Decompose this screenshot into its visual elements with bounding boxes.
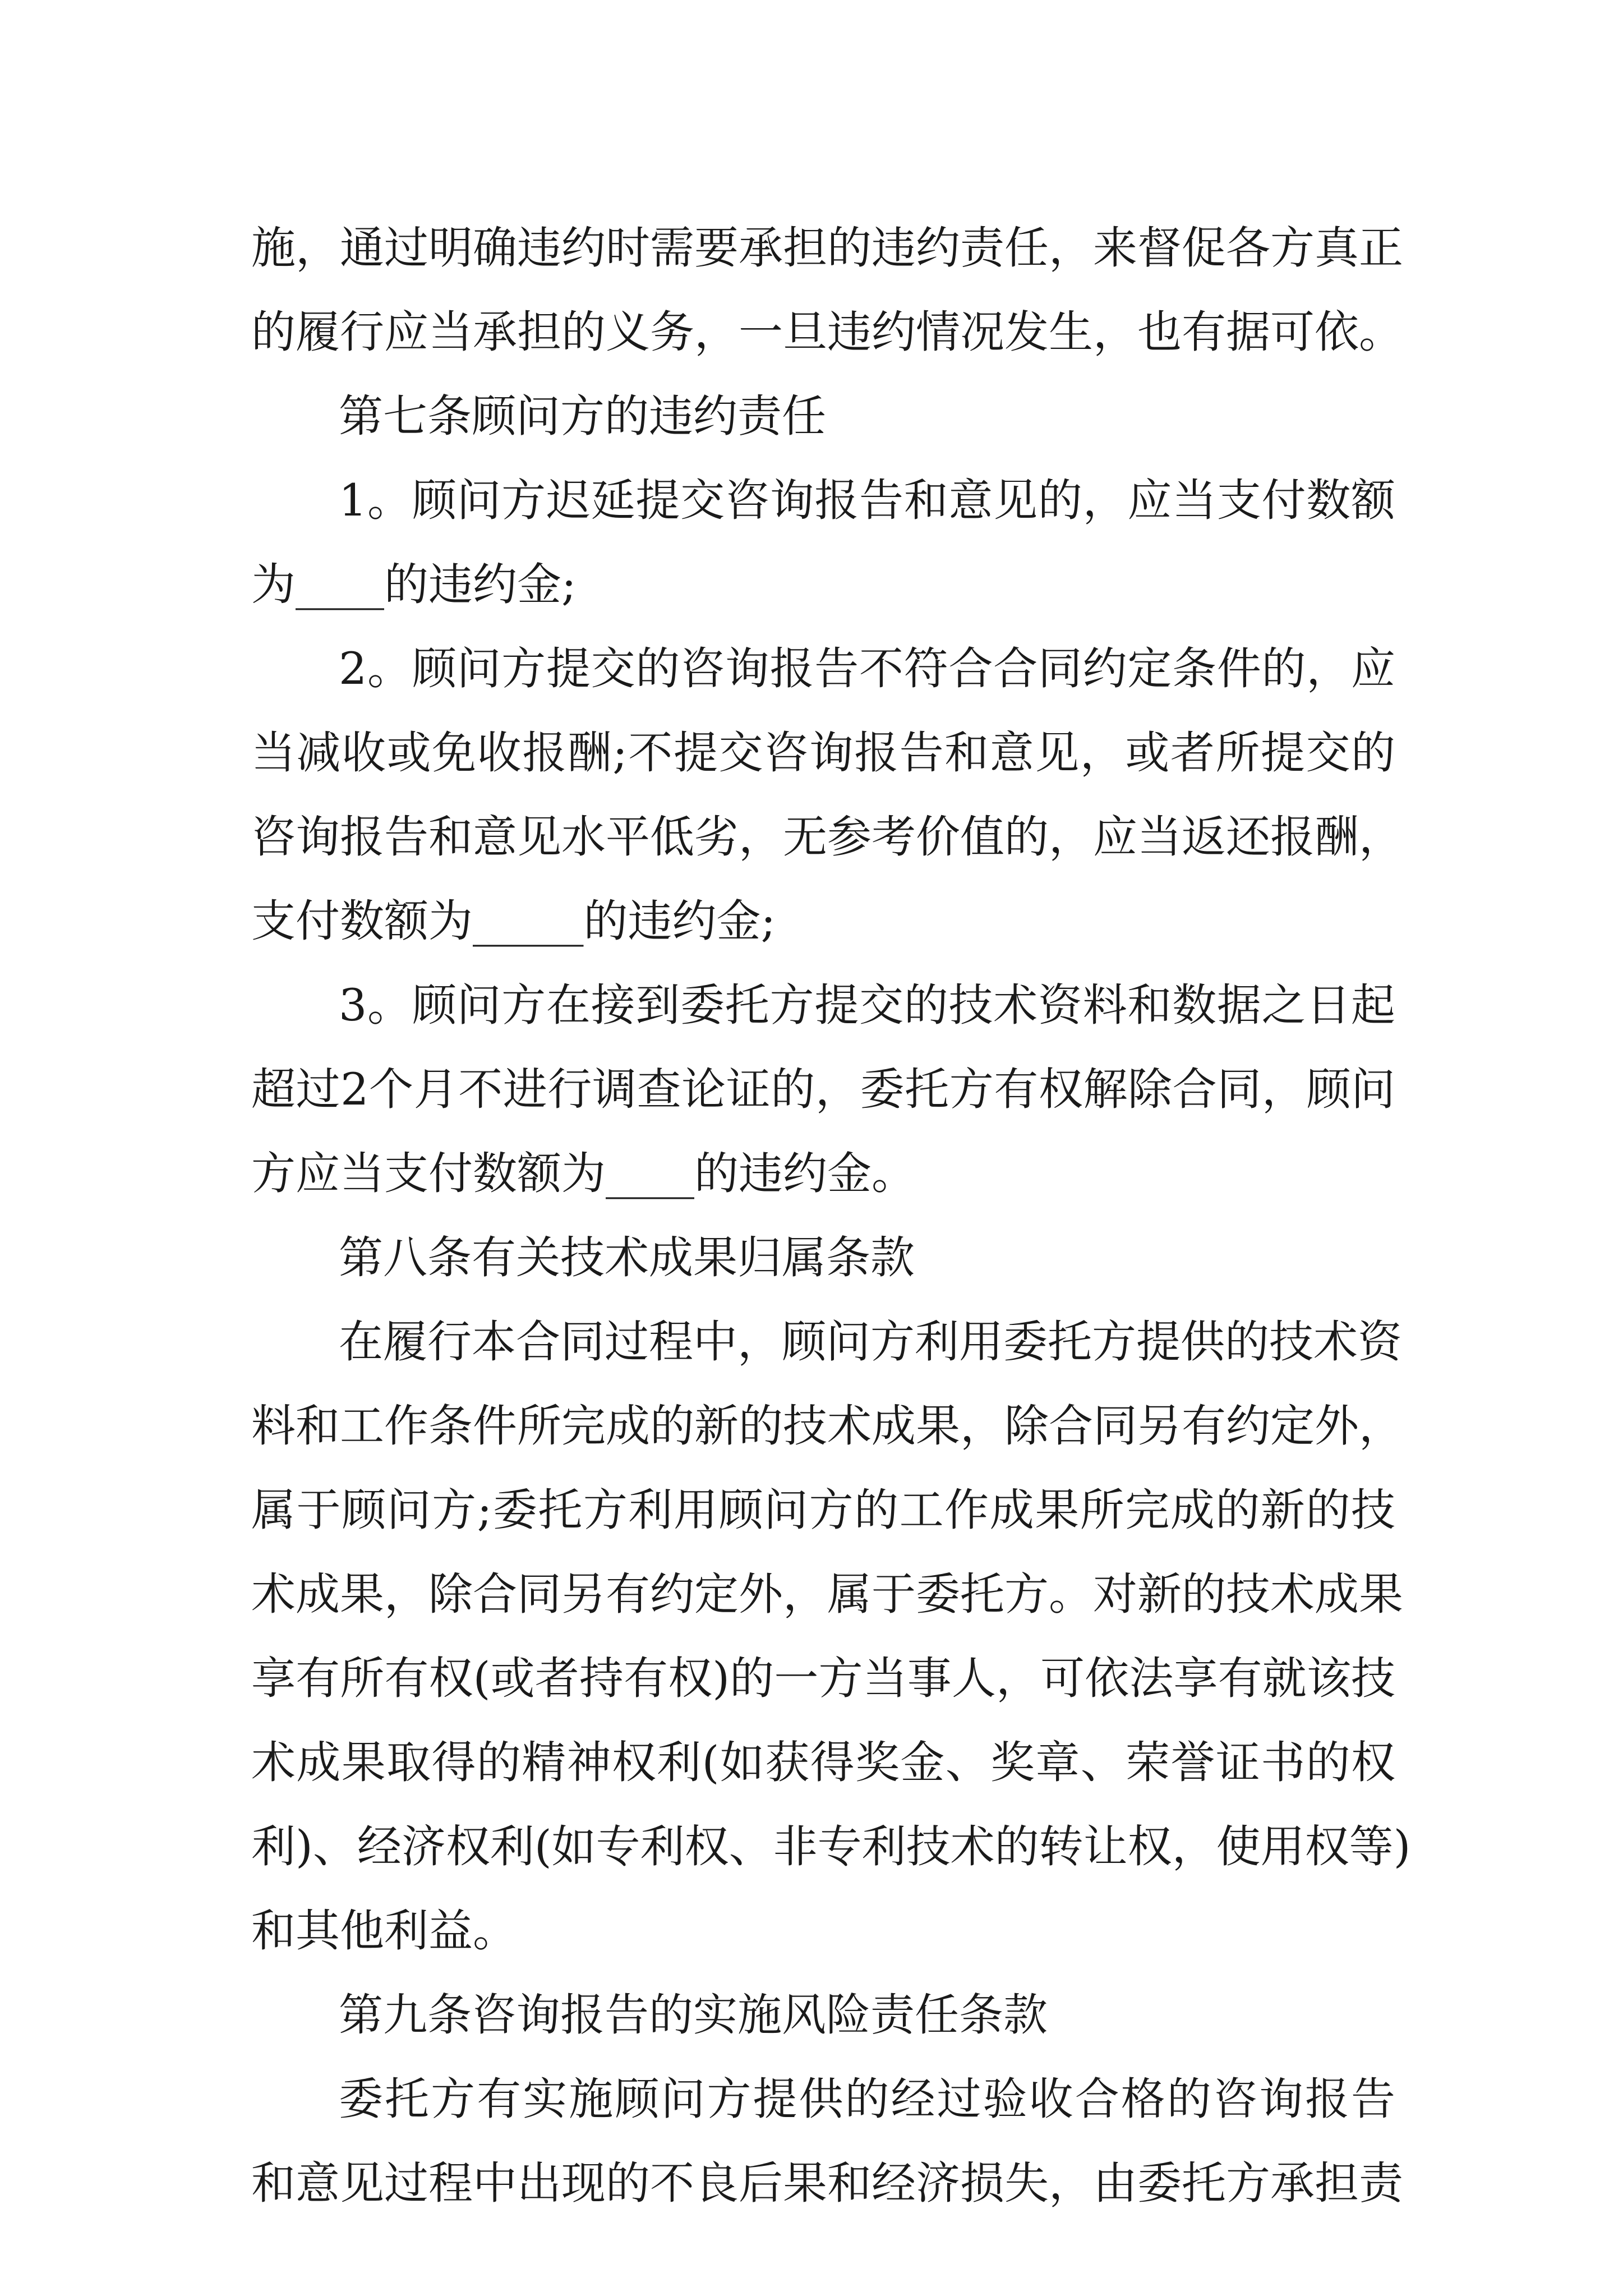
paragraph-line: 享有所有权(或者持有权)的一方当事人，可依法享有就该技 <box>251 1653 1395 1704</box>
paragraph-line: 1。顾问方迟延提交咨询报告和意见的，应当支付数额 <box>339 475 1395 526</box>
paragraph-line: 为____的违约金; <box>251 559 577 610</box>
paragraph-line: 方应当支付数额为____的违约金。 <box>251 1148 916 1199</box>
paragraph-line: 属于顾问方;委托方利用顾问方的工作成果所完成的新的技 <box>251 1484 1395 1536</box>
section-heading-7: 第七条顾问方的违约责任 <box>339 390 826 442</box>
paragraph-line: 施，通过明确违约时需要承担的违约责任，来督促各方真正 <box>251 222 1403 274</box>
paragraph-line: 3。顾问方在接到委托方提交的技术资料和数据之日起 <box>339 979 1395 1031</box>
paragraph-line: 术成果取得的精神权利(如获得奖金、奖章、荣誉证书的权 <box>251 1737 1395 1788</box>
paragraph-line: 当减收或免收报酬;不提交咨询报告和意见，或者所提交的 <box>251 727 1395 779</box>
section-heading-8: 第八条有关技术成果归属条款 <box>339 1232 915 1283</box>
paragraph-line: 料和工作条件所完成的新的技术成果，除合同另有约定外， <box>251 1400 1403 1452</box>
paragraph-line: 利)、经济权利(如专利权、非专利技术的转让权，使用权等) <box>251 1821 1411 1872</box>
paragraph-line: 和其他利益。 <box>251 1905 517 1957</box>
paragraph-line: 的履行应当承担的义务，一旦违约情况发生，也有据可依。 <box>251 306 1403 358</box>
paragraph-line: 咨询报告和意见水平低劣，无参考价值的，应当返还报酬， <box>251 811 1403 863</box>
paragraph-line: 委托方有实施顾问方提供的经过验收合格的咨询报告 <box>339 2073 1395 2125</box>
paragraph-line: 和意见过程中出现的不良后果和经济损失，由委托方承担责 <box>251 2157 1403 2209</box>
paragraph-line: 2。顾问方提交的咨询报告不符合合同约定条件的，应 <box>339 643 1395 694</box>
paragraph-line: 术成果，除合同另有约定外，属于委托方。对新的技术成果 <box>251 1568 1403 1620</box>
paragraph-line: 超过2个月不进行调查论证的，委托方有权解除合同，顾问 <box>251 1064 1395 1115</box>
paragraph-line: 支付数额为_____的违约金; <box>251 895 776 947</box>
paragraph-line: 在履行本合同过程中，顾问方利用委托方提供的技术资 <box>339 1316 1402 1368</box>
section-heading-9: 第九条咨询报告的实施风险责任条款 <box>339 1989 1048 2041</box>
